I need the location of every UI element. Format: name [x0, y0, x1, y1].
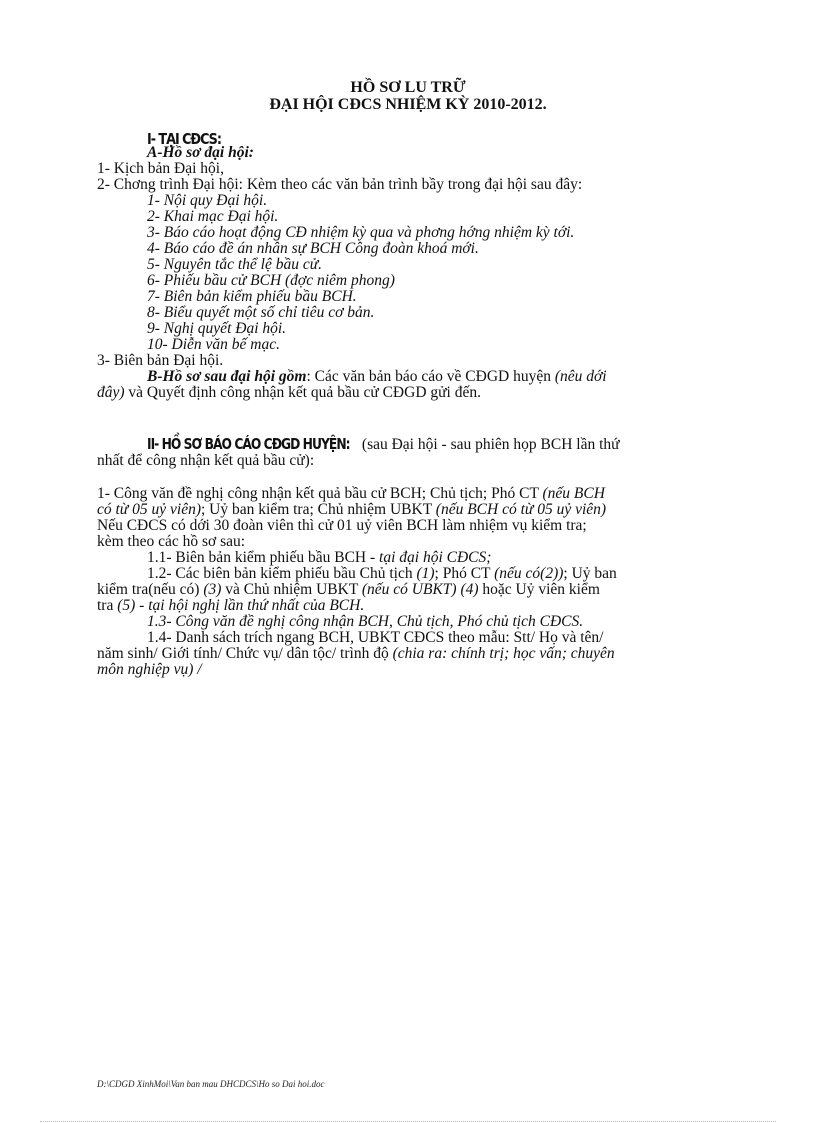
list-item: 7- Biên bản kiểm phiếu bầu BCH.: [147, 288, 357, 305]
list-item: 2- Chơng trình Đại hội: Kèm theo các văn bản trình bầy trong đại hội sau đây:: [97, 176, 583, 193]
section-1-sub-b-cont: đây) và Quyết định công nhận kết quả bầu cử CĐGD gửi đến.: [97, 384, 481, 401]
list-item: 1- Kịch bản Đại hội,: [97, 160, 224, 177]
paragraph-line: 1.3- Công văn đề nghị công nhận BCH, Chủ tịch, Phó chủ tịch CĐCS.: [147, 613, 584, 630]
section-1: [97, 131, 737, 401]
paragraph-line: kèm theo các hồ sơ sau:: [97, 533, 246, 550]
paragraph-line: Nếu CĐCS có dới 30 đoàn viên thì cử 01 uỷ viên BCH làm nhiệm vụ kiểm tra;: [97, 517, 587, 534]
list-item: 4- Báo cáo đề án nhân sự BCH Công đoàn khoá mới.: [147, 240, 479, 257]
list-item: 8- Biểu quyết một số chỉ tiêu cơ bản.: [147, 304, 375, 321]
page-bottom-divider: [40, 1121, 776, 1122]
section-1-sub-a: A-Hồ sơ đại hội:: [147, 144, 254, 161]
paragraph-line: tra (5) - tại hội nghị lần thứ nhất của BCH.: [97, 597, 365, 614]
paragraph-line: 1.4- Danh sách trích ngang BCH, UBKT CĐCS theo mẫu: Stt/ Họ và tên/: [147, 629, 604, 646]
section-1-sub-b: B-Hồ sơ sau đại hội gồm: Các văn bản báo cáo về CĐGD huyện (nêu dới: [147, 368, 607, 385]
paragraph-line: có từ 05 uỷ viên); Uỷ ban kiểm tra; Chủ nhiệm UBKT (nếu BCH có từ 05 uỷ viên): [97, 501, 607, 518]
paragraph-line: 1- Công văn đề nghị công nhận kết quả bầu cử BCH; Chủ tịch; Phó CT (nếu BCH: [97, 485, 605, 502]
paragraph-line: môn nghiệp vụ) /: [97, 661, 202, 678]
section-2-heading-cont: nhất để công nhận kết quả bầu cử):: [97, 452, 315, 469]
paragraph-line: kiểm tra(nếu có) (3) và Chủ nhiệm UBKT (nếu có UBKT) (4) hoặc Uỷ viên kiểm: [97, 581, 600, 598]
list-item: 9- Nghị quyết Đại hội.: [147, 320, 287, 337]
section-1-heading: I- TẠI CĐCS:: [147, 130, 221, 148]
document-title-line2: ĐẠI HỘI CĐCS NHIỆM KỲ 2010-2012.: [269, 96, 547, 113]
list-item: 5- Nguyên tắc thể lệ bầu cử.: [147, 256, 323, 273]
paragraph-line: năm sinh/ Giới tính/ Chức vụ/ dân tộc/ trình độ (chia ra: chính trị; học vấn; chuyên: [97, 645, 615, 662]
list-item: 6- Phiếu bầu cử BCH (đợc niêm phong): [147, 272, 395, 289]
document-title-line1: HỒ SƠ LU TRỮ: [350, 79, 466, 96]
list-item: 1- Nội quy Đại hội.: [147, 192, 268, 209]
list-item: 3- Biên bản Đại hội.: [97, 352, 224, 369]
section-2-heading: II- HỒ SƠ BÁO CÁO CĐGD HUYỆN: (sau Đại hội - sau phiên họp BCH lần thứ: [147, 435, 620, 453]
footer-file-path: D:\CDGD XinhMoi\Van ban mau DHCDCS\Ho so Dai hoi.doc: [97, 1079, 325, 1089]
paragraph-line: 1.1- Biên bản kiểm phiếu bầu BCH - tại đại hội CĐCS;: [147, 549, 492, 566]
list-item: 10- Diễn văn bế mạc.: [147, 336, 280, 353]
list-item: 2- Khai mạc Đại hội.: [147, 208, 279, 225]
paragraph-line: 1.2- Các biên bản kiểm phiếu bầu Chủ tịch (1); Phó CT (nếu có(2)); Uỷ ban: [147, 565, 617, 582]
section-2-body: [97, 486, 737, 678]
list-item: 3- Báo cáo hoạt động CĐ nhiệm kỳ qua và phơng hớng nhiệm kỳ tới.: [147, 224, 575, 241]
section-2: [97, 436, 737, 469]
